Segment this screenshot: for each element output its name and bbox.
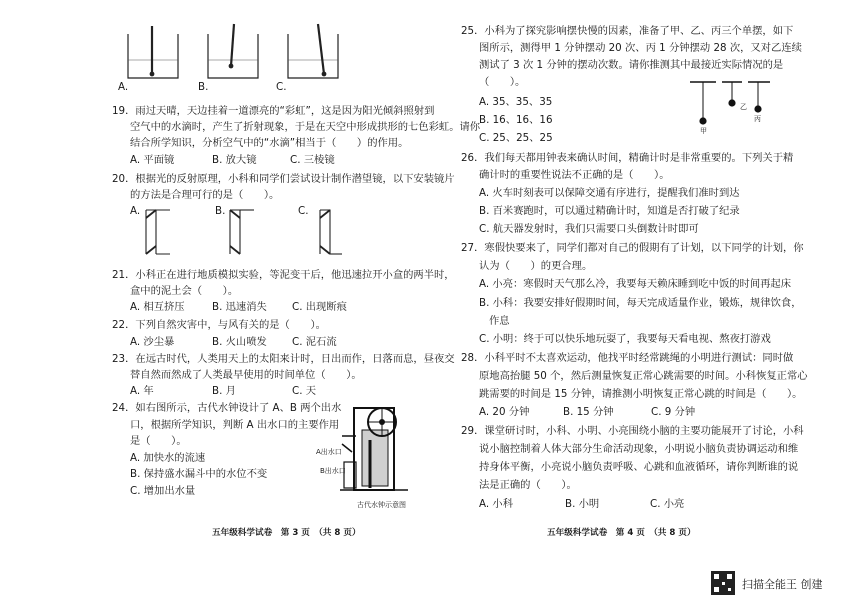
pendulum-figure-icon [690,80,780,132]
q28-option-c[interactable]: C. 9 分钟 [651,406,696,418]
q28-text-line-1: 28．小科平时不太喜欢运动，他找平时经常跳绳的小明进行测试：同时做 [461,352,794,364]
q26-text-line-2: 确计时的重要性说法不正确的是（ ）。 [479,169,670,181]
q24-option-c[interactable]: C. 增加出水量 [130,485,196,497]
q21-text-line-1: 21．小科正在进行地质模拟实验，等泥变干后，他迅速拉开小盒的两半时， [112,269,455,281]
q24-option-a[interactable]: A. 加快水的流速 [130,452,206,464]
q19-text-line-3: 结合所学知识，分析空气中的“水滴”相当于（ ）的作用。 [130,137,409,149]
q20-text-line-1: 20．根据光的反射原理，小科和同学们尝试设计制作潜望镜，以下安装镜片 [112,173,455,185]
q27-option-c[interactable]: C. 小明：终于可以快乐地玩耍了，我要每天看电视、熬夜打游戏 [479,333,771,345]
q26-option-c[interactable]: C. 航天器发射时，我们只需要口头倒数计时即可 [479,223,699,235]
q19-option-a[interactable]: A. 平面镜 [130,154,175,166]
q23-text-line-1: 23．在远古时代，人类用天上的太阳来计时，日出而作，日落而息，昼夜交 [112,353,455,365]
q20-option-c[interactable]: C. [298,205,309,217]
q29-option-a[interactable]: A. 小科 [479,498,514,510]
q27-option-a[interactable]: A. 小亮：寒假时天气那么冷，我要每天赖床睡到吃中饭的时间再起床 [479,278,792,290]
outlet-a-label: A出水口 [316,448,342,456]
water-clock-caption: 古代水钟示意图 [357,501,406,509]
q29-option-c[interactable]: C. 小亮 [650,498,685,510]
scanner-watermark: 扫描全能王 创建 [742,578,823,591]
q27-option-b-cont: 作息 [489,315,510,327]
q20-option-b[interactable]: B. [215,205,226,217]
qr-code-icon [711,571,735,595]
q20-periscope-figures [130,200,370,260]
q19-option-c[interactable]: C. 三棱镜 [290,154,335,166]
q23-option-a[interactable]: A. 年 [130,385,154,397]
water-clock-figure-icon [340,400,422,498]
q18-option-c[interactable]: C. [276,81,287,93]
q23-text-line-2: 替自然而然成了人类最早使用的时间单位（ ）。 [130,369,362,381]
pendulum-yi-label: 乙 [740,103,747,111]
beaker-b-icon [208,24,258,78]
q19-text-line-1: 19．雨过天晴，天边挂着一道漂亮的“彩虹”，这是因为阳光倾斜照射到 [112,105,435,117]
q25-text-line-3: 测试了 3 次 1 分钟的摆动次数。请你推测其中最接近实际情况的是 [479,59,784,71]
beaker-c-icon [288,24,338,78]
q18-option-a[interactable]: A. [118,81,129,93]
q22-option-c[interactable]: C. 泥石流 [292,336,337,348]
q25-text-line-2: 图所示，测得甲 1 分钟摆动 20 次、丙 1 分钟摆动 28 次，又对乙连续 [479,42,802,54]
q29-text-line-3: 持身体平衡，小亮说小脑负责呼吸、心跳和血液循环，请你判断谁的说 [479,461,799,473]
q25-text-line-1: 25．小科为了探究影响摆快慢的因素，准备了甲、乙、丙三个单摆，如下 [461,25,794,37]
left-footer: 五年级科学试卷 第 3 页 （共 8 页） [212,528,361,538]
q29-option-b[interactable]: B. 小明 [565,498,600,510]
q19-option-b[interactable]: B. 放大镜 [212,154,257,166]
q25-option-a[interactable]: A. 35、35、35 [479,96,553,108]
periscope-c-icon [320,210,342,254]
q25-option-b[interactable]: B. 16、16、16 [479,114,553,126]
q20-option-a[interactable]: A. [130,205,141,217]
q20-text-line-2: 的方法是合理可行的是（ ）。 [130,189,280,201]
q24-text-line-1: 24．如右图所示，古代水钟设计了 A、B 两个出水 [112,402,342,414]
right-footer: 五年级科学试卷 第 4 页 （共 8 页） [547,528,696,538]
q29-text-line-1: 29．课堂研讨时，小科、小明、小亮围绕小脑的主要功能展开了讨论，小科 [461,425,804,437]
outlet-b-label: B出水口 [320,467,346,475]
q25-text-line-4: （ ）。 [479,76,526,88]
q26-option-b[interactable]: B. 百米赛跑时，可以通过精确计时，知道是否打破了纪录 [479,205,740,217]
q22-option-b[interactable]: B. 火山喷发 [212,336,267,348]
q29-text-line-4: 法是正确的（ ）。 [479,479,577,491]
q28-option-a[interactable]: A. 20 分钟 [479,406,530,418]
pendulum-bing-label: 丙 [754,115,761,123]
q24-text-line-3: 是（ ）。 [130,435,187,447]
q19-text-line-2: 空气中的水滴时，产生了折射现象，于是在天空中形成拱形的七色彩虹。请你 [130,121,481,133]
q27-option-b[interactable]: B. 小科：我要安排好假期时间，每天完成适量作业，锻炼，规律饮食， [479,297,802,309]
q24-option-b[interactable]: B. 保持盛水漏斗中的水位不变 [130,468,268,480]
beaker-a-icon [128,26,178,78]
q21-option-a[interactable]: A. 相互挤压 [130,301,185,313]
q26-text-line-1: 26．我们每天都用钟表来确认时间，精确计时是非常重要的。下列关于精 [461,152,794,164]
periscope-b-icon [230,210,254,254]
q27-text-line-1: 27．寒假快要来了，同学们都对自己的假期有了计划，以下同学的计划，你 [461,242,804,254]
q21-text-line-2: 盒中的泥土会（ ）。 [130,285,239,297]
q26-option-a[interactable]: A. 火车时刻表可以保障交通有序进行，提醒我们准时到达 [479,187,740,199]
q21-option-c[interactable]: C. 出现断痕 [292,301,347,313]
q18-option-b[interactable]: B. [198,81,209,93]
q27-text-line-2: 认为（ ）的更合理。 [479,260,593,272]
q22-option-a[interactable]: A. 沙尘暴 [130,336,175,348]
q28-text-line-2: 原地高抬腿 50 个，然后测量恢复正常心跳需要的时间。小科恢复正常心 [479,370,808,382]
q21-option-b[interactable]: B. 迅速消失 [212,301,267,313]
q24-text-line-2: 口，根据所学知识，判断 A 出水口的主要作用 [130,419,340,431]
q18-figures [112,8,342,88]
q28-option-b[interactable]: B. 15 分钟 [563,406,614,418]
q25-option-c[interactable]: C. 25、25、25 [479,132,553,144]
q22-text-line-1: 22．下列自然灾害中，与风有关的是（ ）。 [112,319,326,331]
periscope-a-icon [146,210,170,254]
pendulum-jia-label: 甲 [700,127,707,135]
q23-option-c[interactable]: C. 天 [292,385,317,397]
q23-option-b[interactable]: B. 月 [212,385,236,397]
q28-text-line-3: 跳需要的时间是 15 分钟，请推测小明恢复正常心跳的时间是（ ）。 [479,388,803,400]
q29-text-line-2: 说小脑控制着人体大部分生命活动现象，小明说小脑负责协调运动和维 [479,443,799,455]
